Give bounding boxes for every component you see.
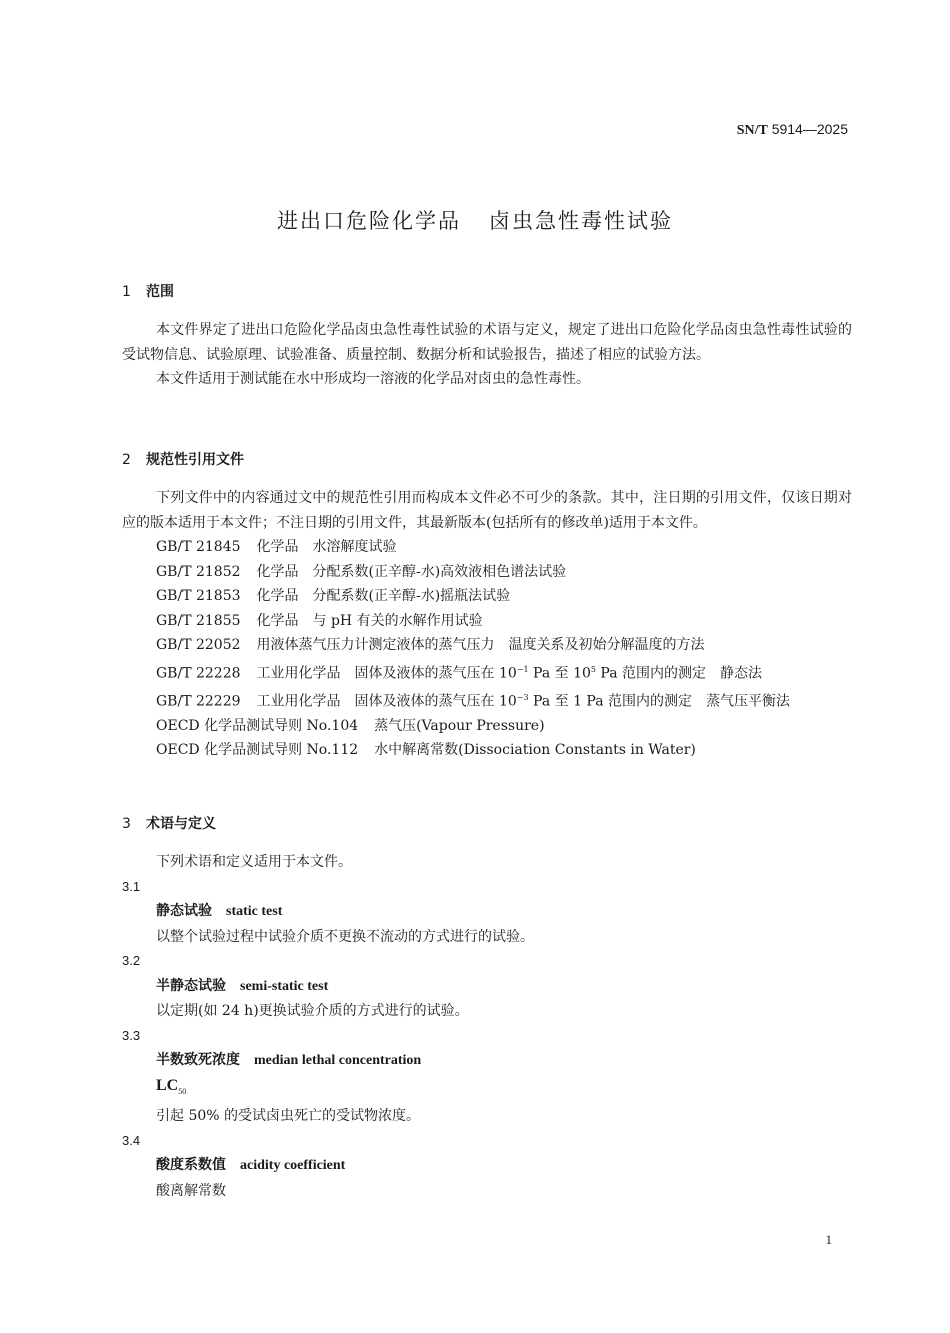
section-heading: 2 规范性引用文件 [122, 452, 244, 468]
reference-item: GB/T 22052 用液体蒸气压力计测定液体的蒸气压力 温度关系及初始分解温度的方法 [156, 637, 705, 653]
standard-code: SN/T 5914—2025 [736, 121, 848, 138]
section-heading: 3 术语与定义 [122, 816, 216, 832]
page-number: 1 [825, 1232, 832, 1247]
term-number: 3.4 [122, 1132, 141, 1148]
reference-item: GB/T 21853 化学品 分配系数(正辛醇-水)摇瓶法试验 [156, 588, 511, 604]
term-name: 静态试验 static test [156, 903, 283, 919]
paragraph: 下列术语和定义适用于本文件。 [156, 854, 352, 870]
term-definition: 引起 50% 的受试卤虫死亡的受试物浓度。 [156, 1108, 421, 1125]
document-title: 进出口危险化学品 卤虫急性毒性试验 [277, 209, 673, 233]
paragraph: 本文件适用于测试能在水中形成均一溶液的化学品对卤虫的急性毒性。 [156, 371, 590, 387]
reference-item: GB/T 21845 化学品 水溶解度试验 [156, 539, 397, 555]
reference-item: OECD 化学品测试导则 No.104 蒸气压(Vapour Pressure) [156, 717, 545, 734]
term-number: 3.2 [122, 953, 141, 968]
term-definition: 以整个试验过程中试验介质不更换不流动的方式进行的试验。 [156, 928, 534, 945]
term-name: 半数致死浓度 median lethal concentration [156, 1052, 422, 1068]
reference-item: OECD 化学品测试导则 No.112 水中解离常数(Dissociation Constants in Water) [156, 742, 696, 759]
term-abbreviation: $LC_{50}$ [156, 1076, 187, 1096]
term-name: 酸度系数值 acidity coefficient [156, 1157, 346, 1174]
term-name: 半静态试验 semi-static test [156, 977, 329, 994]
section-terms-definitions [122, 813, 852, 1203]
term-number: 3.3 [122, 1027, 141, 1043]
paragraph: 下列文件中的内容通过文中的规范性引用而构成本文件必不可少的条款。其中，注日期的引用文件，仅该日期对应的版本适用于本文件；不注日期的引用文件，其最新版本(包括所有的修改单)适用于本文件。 [122, 490, 852, 531]
reference-item: GB/T 21852 化学品 分配系数(正辛醇-水)高效液相色谱法试验 [156, 563, 567, 580]
term-definition: 酸离解常数 [156, 1182, 226, 1199]
term-number: 3.1 [122, 878, 141, 894]
section-scope [122, 281, 852, 392]
section-heading: 1 范围 [122, 284, 174, 300]
reference-item: GB/T 22228 工业用化学品 固体及液体的蒸气压在 $10^{-1}$ Pa 至 $10^5$ Pa 范围内的测定 静态法 [156, 664, 763, 682]
reference-item: GB/T 21855 化学品 与 pH 有关的水解作用试验 [156, 612, 483, 629]
term-definition: 以定期(如 24 h)更换试验介质的方式进行的试验。 [156, 1003, 469, 1019]
paragraph: 本文件界定了进出口危险化学品卤虫急性毒性试验的术语与定义，规定了进出口危险化学品卤虫急性毒性试验的受试物信息、试验原理、试验准备、质量控制、数据分析和试验报告，描述了相应的试验方法。 [122, 322, 852, 363]
reference-item: GB/T 22229 工业用化学品 固体及液体的蒸气压在 $10^{-3}$ Pa 至 1 Pa 范围内的测定 蒸气压平衡法 [156, 692, 791, 710]
section-normative-references [122, 449, 852, 763]
